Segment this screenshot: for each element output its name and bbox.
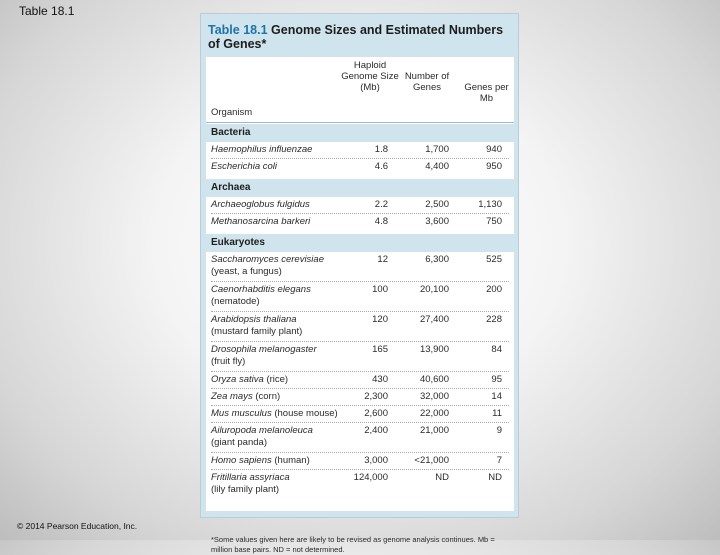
common-name: (lily family plant) xyxy=(211,484,280,495)
table-row xyxy=(206,254,514,280)
genes-per-mb-cell: 200 xyxy=(486,284,502,295)
genome-size-cell: 12 xyxy=(377,254,388,265)
row-divider xyxy=(211,213,509,214)
row-divider xyxy=(211,452,509,453)
common-name: (giant panda) xyxy=(211,437,267,448)
genes-per-mb-cell: 7 xyxy=(496,455,502,466)
row-divider xyxy=(211,311,509,312)
section-header: Archaea xyxy=(206,179,514,197)
common-name: (yeast, a fungus) xyxy=(211,266,282,277)
table-title xyxy=(208,23,513,51)
genes-per-mb-cell: 14 xyxy=(491,391,502,402)
table-footnote: *Some values given here are likely to be revised as genome analysis continues. Mb = million base pairs. ND = not determined. xyxy=(211,535,495,554)
genes-per-mb-cell: 11 xyxy=(492,408,502,419)
section-header: Eukaryotes xyxy=(206,234,514,252)
gene-count-cell: 32,000 xyxy=(419,391,449,402)
genome-size-cell: 4.8 xyxy=(374,216,388,227)
row-divider xyxy=(211,341,509,342)
gene-count-cell: 6,300 xyxy=(425,254,449,265)
table-card xyxy=(200,13,519,554)
genes-per-mb-cell: 940 xyxy=(486,144,502,155)
gene-count-cell: 20,100 xyxy=(419,284,449,295)
gene-count-cell: ND xyxy=(435,472,449,483)
scientific-name: Caenorhabditis elegans xyxy=(211,284,311,295)
header-organism: Organism xyxy=(211,107,253,118)
header-genome-size: Haploid Genome Size (Mb) xyxy=(341,60,399,93)
row-divider xyxy=(211,469,509,470)
table-row xyxy=(206,314,514,340)
copyright: © 2014 Pearson Education, Inc. xyxy=(17,521,138,531)
gene-count-cell: 27,400 xyxy=(419,314,449,325)
header-number-of-genes: Number of Genes xyxy=(404,71,450,93)
table-row xyxy=(206,408,514,421)
table-row xyxy=(206,391,514,404)
genome-size-cell: 2.2 xyxy=(374,199,388,210)
scientific-name: Zea mays xyxy=(211,391,253,402)
scientific-name: Fritillaria assyriaca xyxy=(211,472,290,483)
scientific-name: Mus musculus xyxy=(211,408,272,419)
table-row xyxy=(206,144,514,157)
organism-cell xyxy=(211,344,341,368)
row-divider xyxy=(211,405,509,406)
scientific-name: Saccharomyces cerevisiae xyxy=(211,254,324,265)
common-name: (house mouse) xyxy=(274,408,338,419)
row-divider xyxy=(211,281,509,282)
gene-count-cell: 2,500 xyxy=(425,199,449,210)
genome-size-cell: 2,300 xyxy=(364,391,388,402)
organism-cell xyxy=(211,408,341,420)
scientific-name: Archaeoglobus fulgidus xyxy=(211,199,310,210)
table-row xyxy=(206,216,514,229)
gene-count-cell: 4,400 xyxy=(425,161,449,172)
scientific-name: Escherichia coli xyxy=(211,161,277,172)
table-row xyxy=(206,161,514,174)
genes-per-mb-cell: 228 xyxy=(486,314,502,325)
table-row xyxy=(206,344,514,370)
gene-count-cell: 13,900 xyxy=(419,344,449,355)
genome-size-cell: 430 xyxy=(372,374,388,385)
table-row xyxy=(206,472,514,498)
row-divider xyxy=(211,158,509,159)
genome-size-cell: 1.8 xyxy=(374,144,388,155)
header-genes-per-mb: Genes per Mb xyxy=(464,82,509,104)
common-name: (rice) xyxy=(266,374,289,385)
organism-cell xyxy=(211,216,341,228)
organism-cell xyxy=(211,391,341,403)
genes-per-mb-cell: 750 xyxy=(486,216,502,227)
scientific-name: Drosophila melanogaster xyxy=(211,344,317,355)
genome-size-cell: 2,400 xyxy=(364,425,388,436)
genes-per-mb-cell: 950 xyxy=(486,161,502,172)
row-divider xyxy=(211,422,509,423)
scientific-name: Homo sapiens xyxy=(211,455,272,466)
common-name: (fruit fly) xyxy=(211,356,246,367)
genes-per-mb-cell: 525 xyxy=(486,254,502,265)
organism-cell xyxy=(211,374,341,386)
gene-count-cell: 1,700 xyxy=(425,144,449,155)
table-row xyxy=(206,455,514,468)
genes-per-mb-cell: 9 xyxy=(496,425,502,436)
organism-cell xyxy=(211,254,341,278)
table-row xyxy=(206,199,514,212)
organism-cell xyxy=(211,199,341,211)
organism-cell xyxy=(211,161,341,173)
genes-per-mb-cell: 95 xyxy=(491,374,502,385)
gene-count-cell: 40,600 xyxy=(419,374,449,385)
genes-per-mb-cell: 84 xyxy=(491,344,502,355)
organism-cell xyxy=(211,284,341,308)
scientific-name: Ailuropoda melanoleuca xyxy=(211,425,313,436)
scientific-name: Arabidopsis thaliana xyxy=(211,314,297,325)
genes-per-mb-cell: 1,130 xyxy=(478,199,502,210)
table-row xyxy=(206,374,514,387)
organism-cell xyxy=(211,455,341,467)
gene-count-cell: 21,000 xyxy=(419,425,449,436)
section-header: Bacteria xyxy=(206,124,514,142)
genome-size-cell: 4.6 xyxy=(374,161,388,172)
genome-size-cell: 124,000 xyxy=(353,472,388,483)
table-row xyxy=(206,284,514,310)
common-name: (corn) xyxy=(255,391,281,402)
table-header xyxy=(206,57,514,123)
scientific-name: Methanosarcina barkeri xyxy=(211,216,311,227)
organism-cell xyxy=(211,144,341,156)
organism-cell xyxy=(211,314,341,338)
gene-count-cell: <21,000 xyxy=(414,455,449,466)
common-name: (mustard family plant) xyxy=(211,326,303,337)
row-divider xyxy=(211,371,509,372)
genome-table xyxy=(206,57,514,554)
genome-size-cell: 100 xyxy=(372,284,388,295)
scientific-name: Haemophilus influenzae xyxy=(211,144,313,155)
common-name: (nematode) xyxy=(211,296,260,307)
genome-size-cell: 120 xyxy=(372,314,388,325)
table-title-text: Genome Sizes and Estimated Numbers of Genes* xyxy=(208,23,504,51)
table-row xyxy=(206,425,514,451)
genome-size-cell: 3,000 xyxy=(364,455,388,466)
common-name: (human) xyxy=(274,455,310,466)
organism-cell xyxy=(211,425,341,449)
table-number: Table 18.1 xyxy=(208,23,268,37)
genes-per-mb-cell: ND xyxy=(488,472,502,483)
genome-size-cell: 165 xyxy=(372,344,388,355)
gene-count-cell: 22,000 xyxy=(419,408,449,419)
row-divider xyxy=(211,388,509,389)
scientific-name: Oryza sativa xyxy=(211,374,264,385)
organism-cell xyxy=(211,472,341,496)
genome-size-cell: 2,600 xyxy=(364,408,388,419)
slide-title: Table 18.1 xyxy=(19,4,75,18)
gene-count-cell: 3,600 xyxy=(425,216,449,227)
